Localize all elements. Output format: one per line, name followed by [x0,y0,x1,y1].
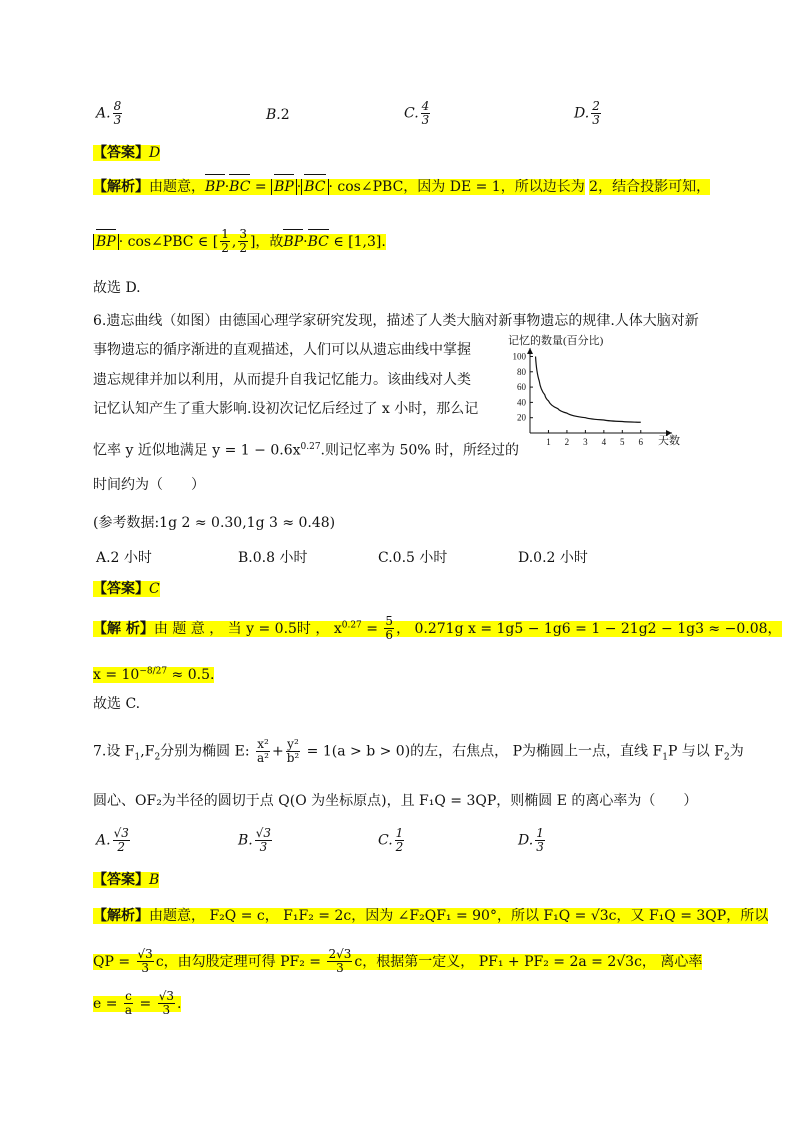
chart-xlabel: 天数 [658,435,680,447]
q6-option-d: D.0.2 小时 [518,550,588,566]
chart-y-tick-label: 60 [517,382,526,393]
q6-analysis-line1: 【解 析】由 题 意 ， 当 y = 0.5时 ， $x^{0.27}$ = $\frac{5}{6}$ ， 0.271g x = 1g5 − 1g6 = 1 − 21g2 − 1g3 ≈ −0.08， [93,614,782,643]
q7-option-d: D. $\frac{1}{3}$ [518,826,544,854]
q6-stem-line4: 记忆认知产生了重大影响.设初次记忆后经过了 x 小时，那么记 [93,401,479,417]
chart-y-tick-label: 20 [517,412,526,423]
chart-y-tick-label: 40 [517,397,526,408]
chart-x-tick-label: 3 [583,437,588,447]
q6-answer: 【答案】C [93,581,160,597]
q6-analysis-line2: $x = 10^{-8/27} \approx 0.5$. [93,666,215,683]
q7-option-a: A. $\frac{√3}{2}$ [96,826,129,854]
q6-stem-line5: 忆率 y 近似地满足 $y = 1 - 0.6x^{0.27}$.则记忆率为 50% 时，所经过的 [93,442,520,459]
q7-analysis-line1: 【解析】由题意， F₂Q = c， F₁F₂ = 2c，因为 ∠F₂QF₁ = 90°，所以 F₁Q = √3c，又 F₁Q = 3QP，所以 [93,908,769,924]
q6-stem-line3: 遗忘规律并加以利用，从而提升自我记忆能力。该曲线对人类 [93,372,471,388]
q5-option-b: B.2 [266,107,290,123]
chart-y-tick-label: 100 [512,351,526,362]
q7-answer: 【答案】B [93,872,160,888]
q6-option-a: A.2 小时 [96,550,152,566]
q7-option-c: C. $\frac{1}{2}$ [378,826,404,854]
chart-y-axis-arrow [527,348,533,354]
chart-x-tick-label: 5 [620,437,625,447]
q5-option-c: C. $\frac{4}{3}$ [404,99,430,127]
q6-stem-line6: 时间约为（ ） [93,477,205,493]
q6-option-c: C.0.5 小时 [378,550,448,566]
q6-option-b: B.0.8 小时 [238,550,308,566]
q5-analysis-line1: 【解析】由题意，BP·BC = BP · BC · cos∠PBC，因为 DE = 1，所以边长为 2，结合投影可知， [93,176,710,198]
q6-reference: (参考数据:1g 2 ≈ 0.30,1g 3 ≈ 0.48) [93,515,336,531]
q5-analysis-line2: BP · cos∠PBC ∈ [ $\frac{1}{2}$ , $\frac{3}{2}$ ]，故BP·BC ∈ [1,3]. [93,228,386,255]
q7-option-b: B. $\frac{√3}{3}$ [238,826,272,854]
q7-analysis-line3: e = $\frac{c}{a}$ = $\frac{√3}{3}$ . [93,989,182,1017]
q7-stem-line1: 7.设 $F_1,F_2$分别为椭圆 E: $\frac{\text{x²}}{\text{a²}}$ + $\frac{\text{y²}}{\text{b²}}$ = 1(a > b > 0)的左，右焦点， P为椭圆上一点，直线 $F_1P$ 与以 $F_2$为 [93,737,744,765]
q5-option-a: A. $\frac{8}{3}$ [96,99,122,127]
chart-x-tick-label: 2 [564,437,570,447]
chart-x-tick-label: 6 [638,437,644,447]
q7-analysis-line2: QP = $\frac{√3}{3}$ c，由勾股定理可得 PF₂ = $\frac{2√3}{3}$ c，根据第一定义， PF₁ + PF₂ = 2a = 2√3c， 离心率 [93,947,703,975]
forgetting-curve-chart [500,330,700,455]
q6-stem-line2: 事物遗忘的循序渐进的直观描述，人们可以从遗忘曲线中掌握 [93,342,471,358]
q6-conclusion: 故选 C. [93,696,141,712]
q5-answer: 【答案】D [93,145,161,161]
q6-stem-line1: 6.遗忘曲线（如图）由德国心理学家研究发现，描述了人类大脑对新事物遗忘的规律.人体大脑对新 [93,313,699,329]
chart-x-tick-label: 4 [601,437,607,447]
q5-option-d: D. $\frac{2}{3}$ [574,99,600,127]
chart-series-curve [536,356,641,422]
chart-ylabel: 记忆的数量(百分比) [508,335,604,347]
q7-stem-line2: 圆心、OF₂为半径的圆切于点 Q(O 为坐标原点)，且 F₁Q = 3QP，则椭圆 E 的离心率为（ ） [93,793,698,809]
q5-conclusion: 故选 D. [93,280,141,296]
chart-y-tick-label: 80 [517,366,526,377]
chart-x-tick-label: 1 [546,437,551,447]
